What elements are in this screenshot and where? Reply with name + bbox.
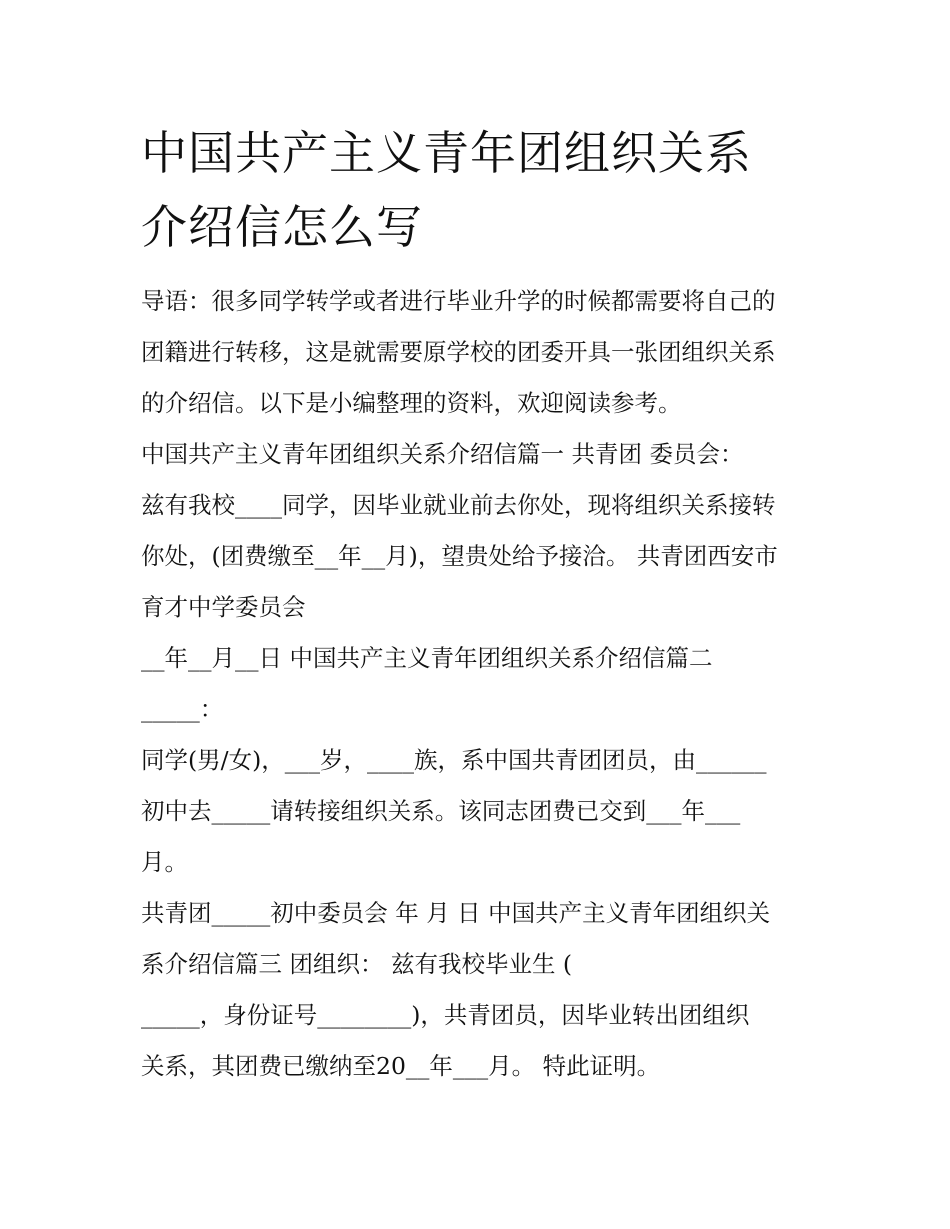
body-line-1: 导语：很多同学转学或者进行毕业升学的时候都需要将自己的: [141, 287, 776, 315]
body-line-9: _____：: [141, 695, 224, 723]
body-line-16: 关系，其团费已缴纳至20__年___月。 特此证明。: [141, 1052, 661, 1080]
body-line-15: _____，身份证号________)，共青团员，因毕业转出团组织: [141, 1001, 750, 1029]
title-line-1: 中国共产主义青年团组织关系: [141, 126, 752, 180]
title-line-2: 介绍信怎么写: [141, 200, 423, 254]
body-line-14: 系介绍信篇三 团组织： 兹有我校毕业生 (: [141, 950, 573, 978]
body-line-4: 中国共产主义青年团组织关系介绍信篇一 共青团 委员会：: [141, 440, 744, 468]
body-line-6: 你处，(团费缴至__年__月)，望贵处给予接洽。 共青团西安市: [141, 542, 778, 570]
body-line-11: 初中去_____请转接组织关系。该同志团费已交到___年___: [141, 797, 741, 825]
body-line-2: 团籍进行转移，这是就需要原学校的团委开具一张团组织关系: [141, 338, 776, 366]
body-line-5: 兹有我校____同学，因毕业就业前去你处，现将组织关系接转: [141, 491, 776, 519]
document-body: [141, 276, 821, 1092]
body-line-7: 育才中学委员会: [141, 593, 306, 621]
body-line-13: 共青团_____初中委员会 年 月 日 中国共产主义青年团组织关: [141, 899, 771, 927]
body-line-12: 月。: [141, 848, 188, 876]
document-page: [141, 0, 821, 1229]
body-line-8: __年__月__日 中国共产主义青年团组织关系介绍信篇二: [141, 644, 713, 672]
document-title: [141, 116, 821, 264]
body-line-10: 同学(男/女)，___岁，____族，系中国共青团团员，由______: [141, 746, 767, 774]
body-line-3: 的介绍信。以下是小编整理的资料，欢迎阅读参考。: [141, 389, 682, 417]
